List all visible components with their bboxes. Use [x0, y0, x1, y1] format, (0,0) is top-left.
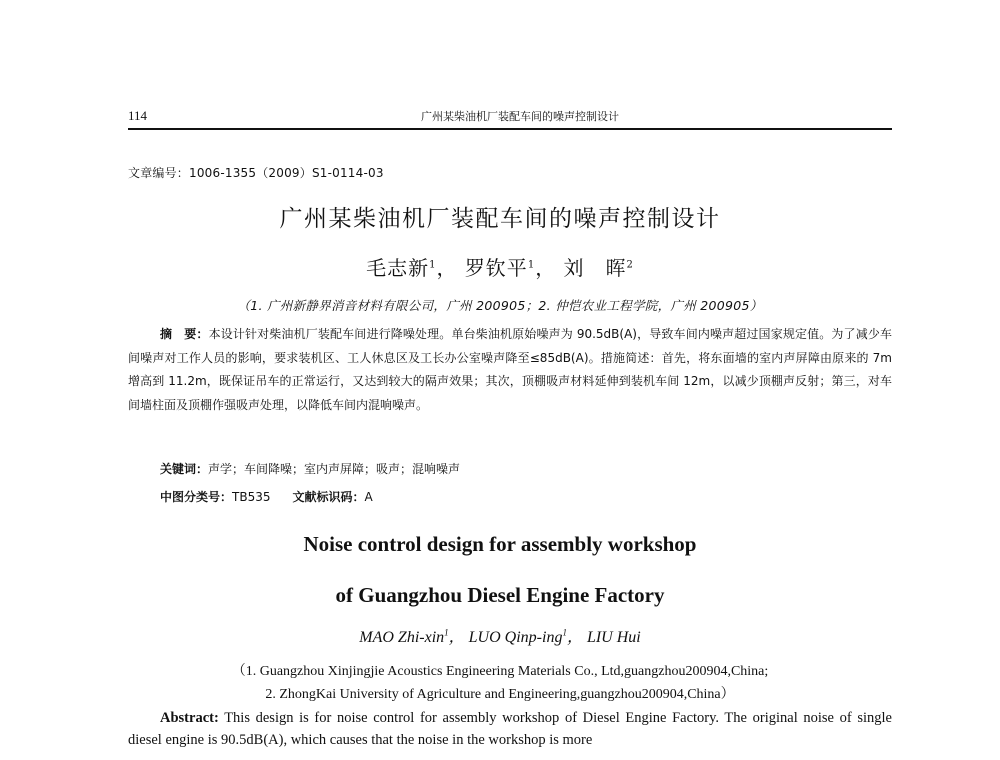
- author-name: 刘 晖: [563, 256, 627, 280]
- author-affil-mark: 1: [527, 259, 536, 271]
- abstract-text: 本设计针对柴油机厂装配车间进行降噪处理。单台柴油机原始噪声为 90.5dB(A)，导致车间内噪声超过国家规定值。为了减少车间噪声对工作人员的影响，要求装机区、工人休息区及工长办公室噪声降至≤85dB(A)。措施简述：首先，将东面墙的室内声屏障由原来的 7m 增高到 11.2m，既保证吊车的正常运行，又达到较大的隔声效果；其次，顶棚吸声材料延伸到装机车间 12m，以减少顶棚声反射；第三，对车间墙柱面及顶棚作强吸声处理，以降低车间内混响噪声。: [128, 327, 892, 412]
- classification-line: [160, 488, 373, 505]
- affiliation-english-line2: 2. ZhongKai University of Agriculture and Engineering,guangzhou200904,China）: [265, 687, 735, 702]
- author-name: 罗钦平: [464, 256, 528, 280]
- keywords-chinese: [160, 460, 460, 477]
- doc-code-label: 文献标识码：: [292, 490, 365, 504]
- keywords-label: 关键词：: [160, 462, 209, 476]
- page-number: 114: [128, 108, 148, 123]
- abstract-chinese: [128, 323, 892, 417]
- author-affil-mark: 1: [429, 259, 437, 271]
- author-separator: ，: [448, 629, 465, 646]
- clc-label: 中图分类号：: [160, 490, 233, 504]
- author-name: 毛志新: [366, 256, 430, 280]
- title-english-line2: of Guangzhou Diesel Engine Factory: [335, 583, 665, 607]
- abstract-english: [128, 707, 892, 751]
- header-rule: [128, 128, 892, 130]
- title-chinese: 广州某柴油机厂装配车间的噪声控制设计: [279, 206, 721, 232]
- abstract-label: Abstract:: [160, 710, 219, 726]
- clc-value: TB535: [232, 490, 271, 504]
- author-separator: ，: [436, 256, 458, 280]
- doc-code-value: A: [364, 490, 373, 504]
- running-title: 广州某柴油机厂装配车间的噪声控制设计: [421, 110, 619, 123]
- keywords-text: 声学；车间降噪；室内声屏障；吸声；混响噪声: [208, 462, 461, 476]
- author-name: LIU Hui: [586, 629, 641, 646]
- abstract-text: This design is for noise control for assembly workshop of Diesel Engine Factory. The original noise of single diesel engine is 90.5dB(A), which causes that the noise in the workshop is more: [128, 710, 892, 748]
- article-number: 文章编号：1006-1355（2009）S1-0114-03: [128, 166, 384, 180]
- author-name: LUO Qinp-ing: [468, 629, 563, 646]
- author-affil-mark: 2: [626, 259, 634, 271]
- abstract-label: 摘 要：: [160, 327, 209, 341]
- author-affil-mark: 1: [562, 627, 567, 638]
- author-affil-mark: 1: [444, 627, 449, 638]
- authors-english: [100, 624, 900, 647]
- author-name: MAO Zhi-xin: [359, 629, 445, 646]
- affiliation-english-line1: （1. Guangzhou Xinjingjie Acoustics Engineering Materials Co., Ltd,guangzhou200904,China;: [231, 664, 769, 679]
- author-separator: ，: [566, 629, 583, 646]
- author-separator: ，: [535, 256, 557, 280]
- title-english-line1: Noise control design for assembly workshop: [303, 532, 697, 556]
- authors-chinese: [100, 252, 900, 281]
- affiliations-chinese: （1. 广州新静界消音材料有限公司，广州 200905；2. 仲恺农业工程学院，广州 200905）: [237, 298, 763, 313]
